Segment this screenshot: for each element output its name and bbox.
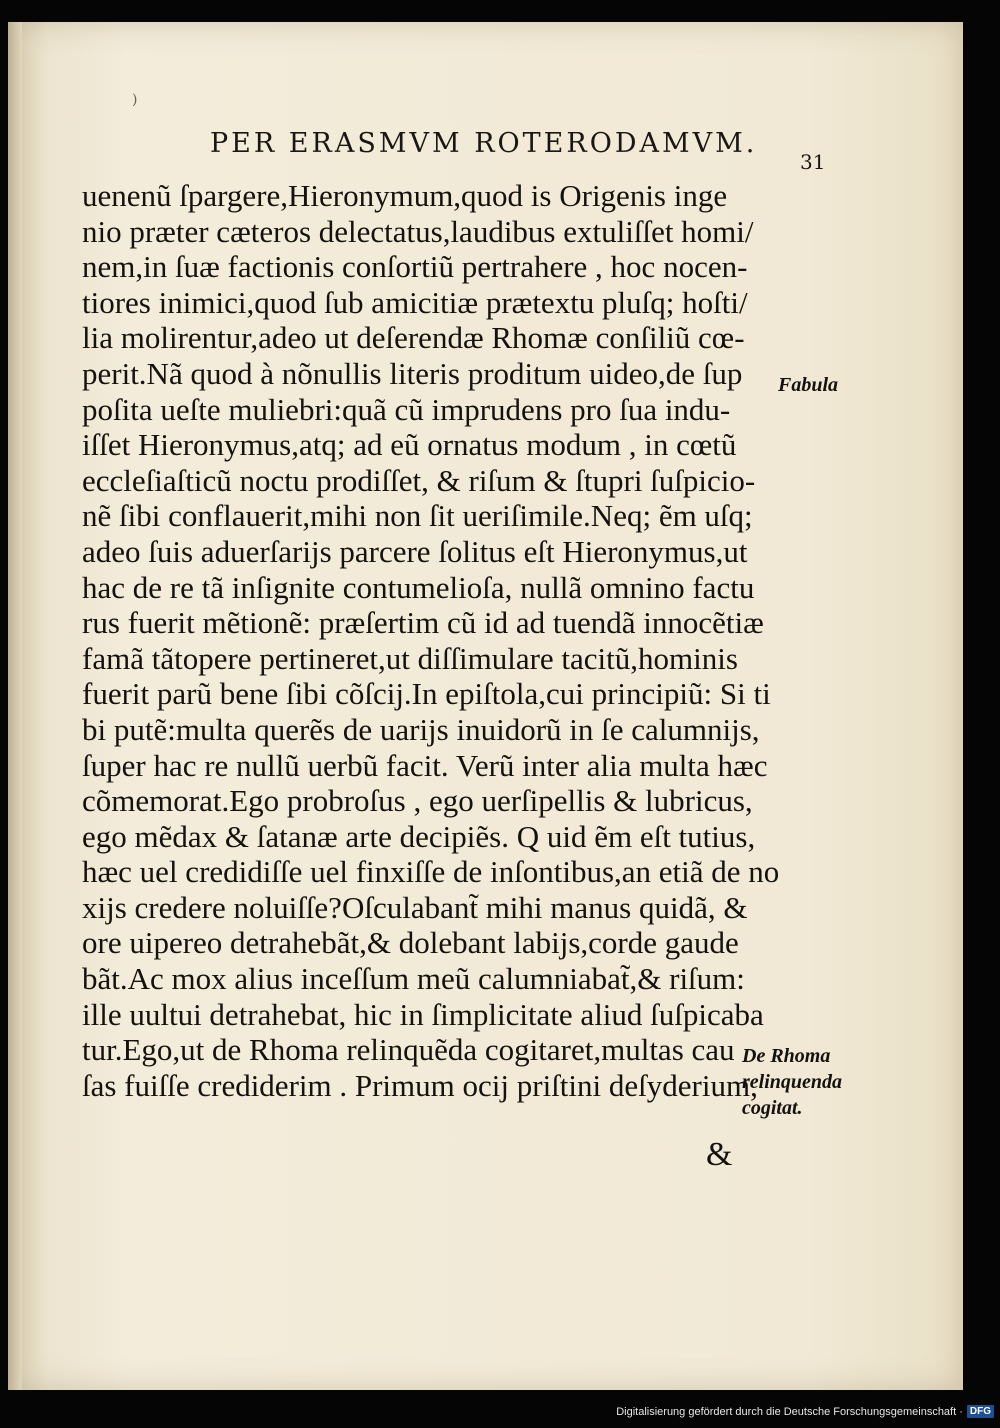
text-line: tur.Ego,ut de Rhoma relinquẽda cogitaret,multas cau [82,1032,735,1068]
body-text [82,178,782,1103]
text-line: nẽ ſibi conflauerit,mihi non ſit ueriſimile.Neq; ẽm uſq; [82,498,753,534]
text-line: ſas fuiſſe crediderim . Primum ocij priſtini deſyderium, [82,1067,758,1103]
margin-note-fabula: Fabula [778,374,839,396]
text-line: adeo ſuis aduerſarijs parcere ſolitus eſt Hieronymus,ut [82,533,748,569]
text-line: lia molirentur,adeo ut deſerendæ Rhomæ conſiliũ cœ- [82,320,745,356]
text-line: fuerit parũ bene ſibi cõſcij.In epiſtola,cui principiũ: Si ti [82,676,771,712]
digitization-footer [616,1405,994,1418]
text-line: iſſet Hieronymus,atq; ad eũ ornatus modum , in cœtũ [82,427,737,463]
dfg-logo: DFG [967,1405,994,1418]
page-gutter-shadow [8,22,22,1390]
text-line: eccleſiaſticũ noctu prodiſſet, & riſum & ſtupri ſuſpicio- [82,462,756,498]
text-line: bi putẽ:multa querẽs de uarijs inuidorũ in ſe calumnijs, [82,711,760,747]
text-line: ego mẽdax & ſatanæ arte decipiẽs. Q uid ẽm eſt tutius, [82,818,756,854]
margin-note-line: relinquenda [742,1071,843,1093]
page-speck: ) [132,92,138,108]
text-line: ſuper hac re nullũ uerbũ facit. Verũ inter alia multa hæc [82,747,768,783]
text-line: nem,in ſuæ factionis conſortiũ pertrahere , hoc nocen- [82,249,748,285]
text-line: bãt.Ac mox alius inceſſum meũ calumniabat̃,& riſum: [82,961,745,997]
folio-number: 31 [800,150,826,174]
text-line: hæc uel credidiſſe uel finxiſſe de inſontibus,an etiã de no [82,854,780,890]
text-line: tiores inimici,quod ſub amicitiæ prætextu pluſq; hoſti/ [82,284,748,320]
text-line: uenenũ ſpargere,Hieronymum,quod is Origenis inge [82,178,728,213]
text-line: hac de re tã inſignite contumelioſa, nullã omnino factu [82,569,755,605]
catchword: & [706,1136,733,1173]
text-line: xijs credere noluiſſe?Oſculabant̃ mihi manus quidã, & [82,889,748,925]
text-line: ore uipereo detrahebãt,& dolebant labijs,corde gaude [82,925,739,961]
text-line: cõmemorat.Ego probroſus , ego uerſipellis & lubricus, [82,783,753,819]
text-line: nio præter cæteros delectatus,laudibus extuliſſet homi/ [82,213,754,249]
text-line: poſita ueſte muliebri:quã cũ imprudens pro ſua indu- [82,391,731,427]
margin-note-line: De Rhoma [742,1045,831,1067]
text-line: rus fuerit mẽtionẽ: præſertim cũ id ad tuendã innocẽtiæ [82,605,764,641]
text-line: ille uultui detrahebat, hic in ſimplicitate aliud ſuſpicaba [82,996,764,1032]
running-header: PER ERASMVM ROTERODAMVM. [210,128,758,159]
text-line: famã tãtopere pertineret,ut diſſimulare tacitũ,hominis [82,640,738,676]
margin-note-rhoma [742,1043,862,1121]
footer-credit: Digitalisierung gefördert durch die Deutsche Forschungsgemeinschaft · [616,1405,963,1418]
margin-note-line: cogitat. [742,1097,803,1119]
text-line: perit.Nã quod à nõnullis literis proditum uideo,de ſup [82,355,743,391]
